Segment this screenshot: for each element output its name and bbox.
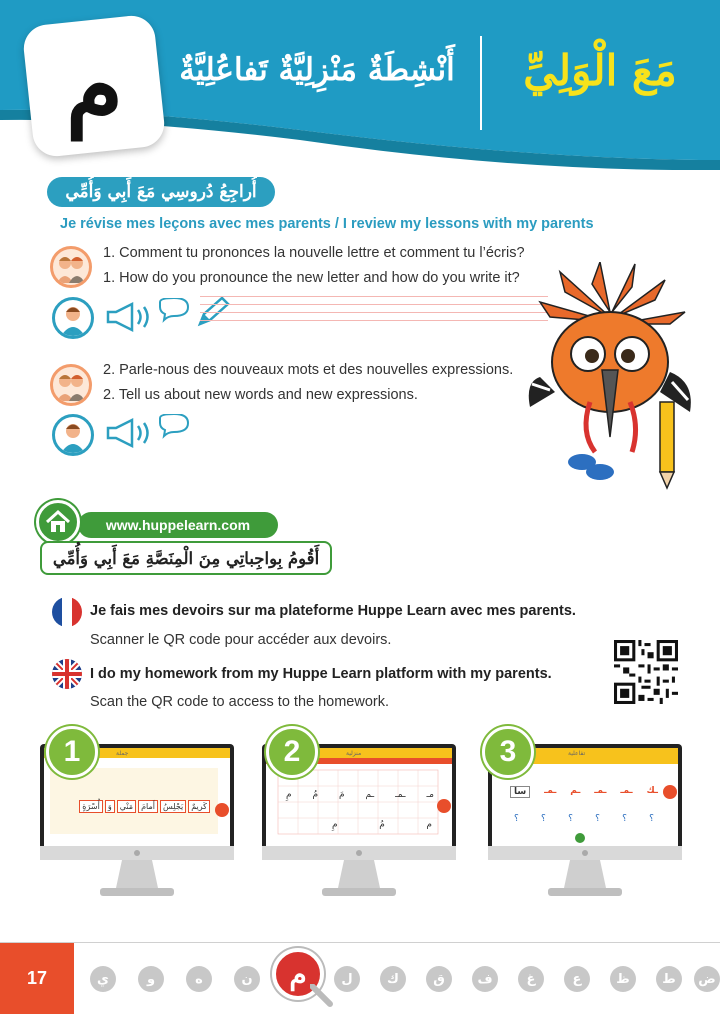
grid-letter: مَ xyxy=(339,790,345,800)
child-icon xyxy=(52,414,94,456)
child-icon xyxy=(52,297,94,339)
hoopoe-mascot xyxy=(520,262,700,492)
question-2-fr: 2. Parle-nous des nouveaux mots et des nouvelles expressions. xyxy=(103,362,514,378)
word-tile[interactable]: يَجْلِسُ xyxy=(160,800,186,813)
word-tile[interactable]: أَمامَ xyxy=(138,800,158,813)
word-tile[interactable]: وَ xyxy=(105,800,115,813)
question-1-fr: 1. Comment tu prononces la nouvelle lettre et comment tu l’écris? xyxy=(103,245,525,261)
footer-rule xyxy=(0,942,720,943)
alphabet-letter[interactable]: ع xyxy=(564,966,590,992)
word-tiles xyxy=(60,800,210,813)
question-2-en: 2. Tell us about new words and new expressions. xyxy=(103,387,418,403)
question-mark: ؟ xyxy=(622,814,627,824)
header-divider xyxy=(480,36,482,130)
answer-tile[interactable]: ـك xyxy=(646,786,658,796)
page-number: 17 xyxy=(0,943,74,1014)
alphabet-letter[interactable]: ط xyxy=(656,966,682,992)
question-mark: ؟ xyxy=(541,814,546,824)
question-mark: ؟ xyxy=(649,814,654,824)
alphabet-letter[interactable]: ن xyxy=(234,966,260,992)
alphabet-letter[interactable]: غ xyxy=(518,966,544,992)
homework-fr-normal: Scanner le QR code pour accéder aux devoirs. xyxy=(90,632,392,648)
uk-flag-icon xyxy=(52,659,82,689)
header-letter: م xyxy=(65,32,123,140)
word-tile[interactable]: مَنْي xyxy=(117,800,136,813)
french-flag-icon xyxy=(52,597,82,627)
grid-letter: ـم xyxy=(365,790,375,800)
step-number: 2 xyxy=(266,726,318,778)
step-number: 3 xyxy=(482,726,534,778)
question-marks xyxy=(514,814,654,824)
parents-icon xyxy=(50,364,92,406)
monitor-step-1[interactable] xyxy=(40,735,236,910)
letter-grid-row xyxy=(286,790,434,800)
alphabet-strip xyxy=(90,957,720,1000)
parents-icon xyxy=(50,246,92,288)
answer-tiles xyxy=(510,786,658,798)
alphabet-letter[interactable]: و xyxy=(138,966,164,992)
monitor-tab: منزلية xyxy=(346,750,362,757)
homework-fr-bold: Je fais mes devoirs sur ma plateforme Huppe Learn avec mes parents. xyxy=(90,603,576,619)
alphabet-letter[interactable]: ض xyxy=(694,966,720,992)
header-title: مَعَ الْوَلِيِّ xyxy=(523,46,677,95)
question-mark: ؟ xyxy=(595,814,600,824)
grid-letter: مُ xyxy=(312,790,319,800)
monitor-tab: تفاعلية xyxy=(568,750,586,757)
grid-letter: مِ xyxy=(286,790,292,800)
alphabet-letter[interactable]: ه xyxy=(186,966,212,992)
answer-tile[interactable]: ـم xyxy=(570,786,581,796)
review-pill: أُراجِعُ دُروسِي مَعَ أَبِي وَأُمِّي xyxy=(47,177,275,207)
monitor-step-2[interactable] xyxy=(262,735,458,910)
grid-letter: مِ xyxy=(332,820,338,830)
website-link[interactable]: www.huppelearn.com xyxy=(78,512,278,538)
grid-letter: مـ xyxy=(426,790,434,800)
page-header xyxy=(0,0,720,170)
grid-letter: مُ xyxy=(379,820,385,830)
qr-code[interactable] xyxy=(614,640,678,704)
monitor-step-3[interactable] xyxy=(488,735,684,910)
question-mark: ؟ xyxy=(568,814,573,824)
alphabet-letter[interactable]: ك xyxy=(380,966,406,992)
homework-en-bold: I do my homework from my Huppe Learn platform with my parents. xyxy=(90,666,552,682)
speak-icon xyxy=(104,298,190,338)
step-number: 1 xyxy=(46,726,98,778)
writing-lines[interactable] xyxy=(200,296,548,330)
homework-en-normal: Scan the QR code to access to the homework. xyxy=(90,694,390,710)
answer-tile[interactable]: ـمـ xyxy=(544,786,557,796)
question-1-en: 1. How do you pronounce the new letter and how do you write it? xyxy=(103,270,520,286)
alphabet-letter[interactable]: ي xyxy=(90,966,116,992)
alphabet-letter[interactable]: ف xyxy=(472,966,498,992)
alphabet-letter[interactable]: ق xyxy=(426,966,452,992)
review-heading: Je révise mes leçons avec mes parents / I review my lessons with my parents xyxy=(60,216,594,232)
alphabet-letter[interactable]: ل xyxy=(334,966,360,992)
word-tile[interactable]: أُسْرَةٍ xyxy=(79,800,103,813)
homework-pill: أَقُومُ بِواجِباتِي مِنَ الْمِنَصَّةِ مَعَ أَبِي وَأُمِّي xyxy=(40,541,332,575)
letter-grid-row xyxy=(332,820,432,830)
monitor-tab: جملة xyxy=(116,750,129,757)
answer-tile[interactable]: ـمـ xyxy=(594,786,607,796)
speak-icon xyxy=(104,414,190,454)
answer-tile[interactable]: ـمـ xyxy=(620,786,633,796)
current-letter[interactable]: م xyxy=(272,948,324,1000)
grid-letter: ـمـ xyxy=(395,790,406,800)
magnifier-handle-icon xyxy=(310,984,334,1008)
grid-letter: م xyxy=(426,820,432,830)
word-tile[interactable]: كَريمٌ xyxy=(188,800,210,813)
header-subtitle: أَنْشِطَةٌ مَنْزِلِيَّةٌ تَفاعُلِيَّةٌ xyxy=(179,52,455,88)
home-icon xyxy=(36,500,80,544)
letter-card xyxy=(21,13,166,158)
answer-tile[interactable]: سا xyxy=(510,786,530,798)
alphabet-letter[interactable]: ظ xyxy=(610,966,636,992)
question-mark: ؟ xyxy=(514,814,519,824)
